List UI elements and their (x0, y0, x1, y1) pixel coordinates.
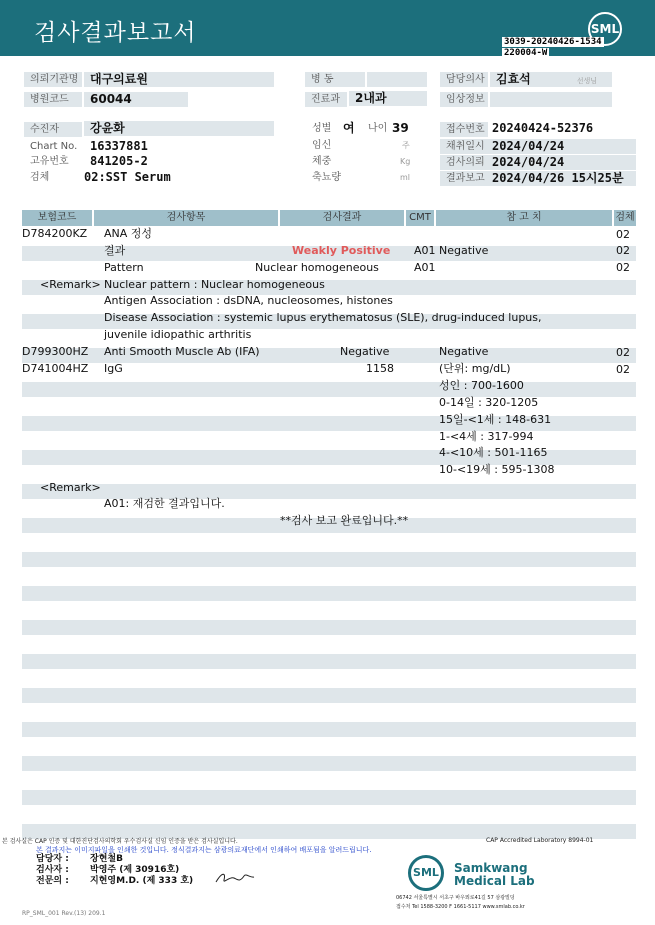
asma-code: D799300HZ (22, 345, 89, 358)
remark-1-line-1: Nuclear pattern : Nuclear homogeneous (104, 278, 325, 291)
lab-name-line-1: Samkwang (454, 861, 528, 875)
cap-accreditation: CAP Accredited Laboratory 8994-01 (486, 837, 594, 844)
clinical-value (490, 92, 612, 107)
col-result: 검사결과 (280, 210, 404, 226)
sml-lab-logo: SML (408, 855, 444, 891)
staff-1-label: 담당자 : (36, 854, 69, 864)
lab-name (454, 862, 535, 888)
igg-reference-range: 10-<19세 : 595-1308 (439, 463, 555, 476)
igg-result: 1158 (366, 362, 394, 375)
ana-result-reference: Negative (439, 244, 489, 257)
remark-1-line-3: Disease Association : systemic lupus erythematosus (SLE), drug-induced lupus, (104, 311, 542, 324)
dept-value: 2내과 (349, 91, 427, 106)
col-specimen: 검체 (614, 210, 636, 226)
receipt-label: 접수번호 (440, 122, 488, 137)
igg-reference-range: 15일-<1세 : 148-631 (439, 413, 552, 426)
sml-logo: SML (588, 12, 622, 46)
report-title: 검사결과보고서 (34, 20, 197, 46)
specimen-label: 검체 (30, 172, 50, 183)
remark-2-label: <Remark> (40, 481, 101, 494)
ana-specimen: 02 (616, 228, 630, 241)
igg-reference-range: 4-<10세 : 501-1165 (439, 446, 548, 459)
remark-2-line-1: A01: 재검한 결과입니다. (104, 497, 225, 510)
hospital-code-value: 60044 (84, 92, 188, 107)
ana-code: D784200KZ (22, 227, 88, 240)
clinical-label: 임상정보 (440, 92, 488, 107)
asma-reference: Negative (439, 345, 489, 358)
weight-unit: Kg (400, 157, 411, 166)
sex-value: 여 (343, 121, 355, 135)
igg-item: IgG (104, 362, 123, 375)
ana-pattern-cmt: A01 (414, 261, 436, 274)
chart-label: Chart No. (30, 141, 78, 152)
ana-pattern-value: Nuclear homogeneous (255, 261, 379, 274)
ana-result-specimen: 02 (616, 244, 630, 257)
row-stripe (22, 722, 636, 737)
asma-result: Negative (340, 345, 390, 358)
lab-phone: 접수처 Tel 1588-3200 F 1661-5117 www.smlab.co.kr (396, 904, 525, 910)
asma-specimen: 02 (616, 346, 630, 359)
hospital-code-label: 병원코드 (24, 92, 82, 107)
pregnancy-label: 임신 (312, 140, 332, 151)
row-stripe (22, 620, 636, 635)
remark-1-line-4: juvenile idiopathic arthritis (104, 328, 252, 341)
ana-pattern-item: Pattern (104, 261, 144, 274)
staff-1-value: 장현철B (90, 854, 123, 864)
col-insurance-code: 보험코드 (22, 210, 92, 226)
doctor-value (490, 72, 612, 87)
igg-specimen: 02 (616, 363, 630, 376)
age-label: 나이 (368, 123, 388, 134)
doctor-suffix: 선생님 (576, 77, 598, 85)
certification-note: 본 검사실은 CAP 인증 및 대한진단검사의학회 우수검사실 신임 인증을 받은 검사실입니다. (2, 838, 238, 845)
report-complete: **검사 보고 완료입니다.** (280, 514, 409, 527)
staff-3-value: 지현영M.D. (제 333 호) (90, 876, 194, 886)
remark-1-label: <Remark> (40, 278, 101, 291)
chart-value: 16337881 (90, 139, 148, 153)
request-label: 검사의뢰 (440, 155, 488, 170)
unique-value: 841205-2 (90, 154, 148, 168)
igg-reference-range: 성인 : 700-1600 (439, 379, 524, 392)
form-code: RP_SML_001 Rev.(13) 209.1 (22, 910, 106, 917)
row-stripe (22, 382, 636, 397)
report-label: 결과보고 (440, 171, 488, 186)
ana-pattern-specimen: 02 (616, 261, 630, 274)
doctor-label: 담당의사 (440, 72, 488, 87)
receipt-value: 20240424-52376 (492, 121, 594, 135)
print-notice: 본 결과지는 이미지파일을 인쇄한 것입니다. 정식결과지는 삼광의료재단에서 인쇄하여 배포됨을 알려드립니다. (36, 846, 372, 854)
specimen-value: 02:SST Serum (84, 170, 171, 184)
request-value: 2024/04/24 (486, 155, 636, 170)
signature (214, 870, 256, 886)
dept-label: 진료과 (305, 92, 347, 107)
igg-code: D741004HZ (22, 362, 89, 375)
row-stripe (22, 756, 636, 771)
igg-reference-range: 1-<4세 : 317-994 (439, 430, 534, 443)
collect-value: 2024/04/24 (486, 139, 636, 154)
staff-2-value: 박영주 (제 30916호) (90, 865, 180, 875)
igg-reference-range: 0-14일 : 320-1205 (439, 396, 539, 409)
urine-label: 축뇨량 (312, 172, 341, 183)
report-id-line-1: 3039-20240426-1534 (504, 37, 602, 47)
asma-item: Anti Smooth Muscle Ab (IFA) (104, 345, 260, 358)
igg-reference-unit: (단위: mg/dL) (439, 362, 511, 375)
ana-item: ANA 정성 (104, 227, 153, 240)
report-value: 2024/04/26 15시25분 (486, 171, 636, 186)
collect-label: 채취일시 (440, 139, 488, 154)
report-header (0, 0, 655, 56)
report-id-line-2: 220004-W (504, 48, 548, 58)
patient-label: 수진자 (24, 122, 82, 137)
row-stripe (22, 586, 636, 601)
urine-unit: ml (400, 173, 411, 182)
staff-3-label: 전문의 : (36, 876, 69, 886)
age-value: 39 (392, 121, 409, 135)
ward-value (367, 72, 427, 87)
row-stripe (22, 790, 636, 805)
patient-value: 강윤화 (84, 121, 274, 136)
col-reference: 참 고 치 (436, 210, 612, 226)
col-test-item: 검사항목 (94, 210, 278, 226)
col-cmt: CMT (406, 210, 434, 226)
institution-label: 의뢰기관명 (24, 72, 82, 87)
sex-label: 성별 (312, 123, 332, 134)
ana-result-cmt: A01 (414, 244, 436, 257)
pregnancy-unit: 주 (402, 141, 410, 150)
staff-2-label: 검사자 : (36, 865, 69, 875)
row-stripe (22, 552, 636, 567)
ana-result-item: 결과 (104, 244, 126, 257)
lab-name-line-2: Medical Lab (454, 874, 535, 888)
weight-label: 체중 (312, 156, 332, 167)
row-stripe (22, 688, 636, 703)
lab-address: 06742 서울특별시 서초구 바우뫼로41길 57 삼광빌딩 (396, 895, 515, 901)
row-stripe (22, 654, 636, 669)
doctor-name: 김효석 (496, 72, 531, 86)
unique-label: 고유번호 (30, 156, 69, 167)
institution-value: 대구의료원 (84, 72, 274, 87)
remark-1-line-2: Antigen Association : dsDNA, nucleosomes, histones (104, 294, 393, 307)
ana-result-value: Weakly Positive (292, 244, 391, 257)
ward-label: 병 동 (305, 72, 365, 87)
